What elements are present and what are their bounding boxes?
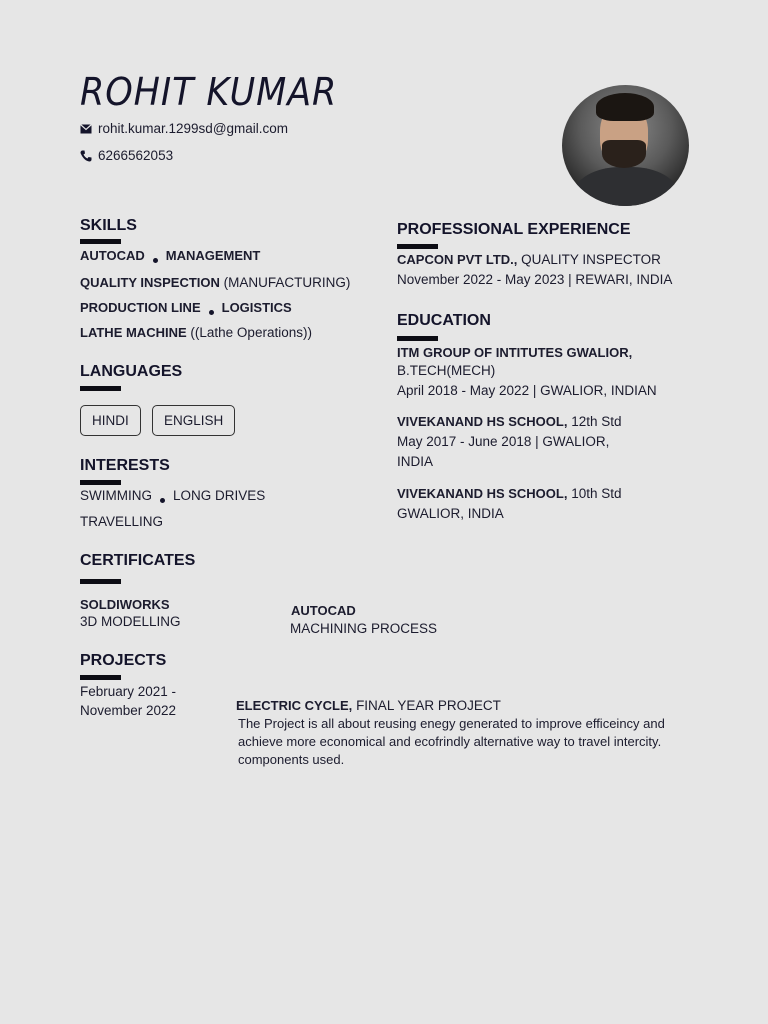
profile-photo — [562, 85, 689, 206]
skill-item: PRODUCTION LINE — [80, 300, 201, 315]
email-row — [80, 121, 288, 136]
skill-item: MANAGEMENT — [165, 248, 261, 263]
experience-divider — [397, 244, 438, 249]
project-title — [236, 699, 501, 714]
education-period: May 2017 - June 2018 | GWALIOR, — [397, 434, 610, 449]
skill-item: LOGISTICS — [221, 300, 292, 315]
certificate-name: AUTOCAD — [291, 603, 356, 618]
skill-item: QUALITY INSPECTION — [80, 275, 220, 290]
phone-icon — [80, 150, 92, 162]
skill-detail: ((Lathe Operations)) — [190, 325, 312, 340]
bullet-icon — [209, 310, 214, 315]
project-date-end: November 2022 — [80, 703, 177, 718]
skills-row-2 — [80, 276, 350, 291]
education-period: GWALIOR, INDIA — [397, 506, 504, 521]
education-entry-2 — [397, 415, 622, 430]
education-school: ITM GROUP OF INTITUTES GWALIOR, — [397, 345, 633, 360]
certificates-divider — [80, 579, 121, 584]
skills-row-1 — [80, 249, 260, 264]
candidate-name: ROHIT KUMAR — [80, 70, 338, 114]
experience-period: November 2022 - May 2023 | REWARI, INDIA — [397, 272, 673, 287]
languages-heading: LANGUAGES — [80, 363, 183, 380]
email-text[interactable]: rohit.kumar.1299sd@gmail.com — [98, 121, 289, 136]
job-role: QUALITY INSPECTOR — [521, 252, 661, 267]
envelope-icon — [80, 124, 92, 134]
experience-title — [397, 253, 661, 268]
interests-divider — [80, 480, 121, 485]
certificate-detail: MACHINING PROCESS — [290, 621, 438, 636]
education-degree: 12th Std — [571, 414, 622, 429]
project-type: FINAL YEAR PROJECT — [356, 698, 501, 713]
skill-detail: (MANUFACTURING) — [223, 275, 351, 290]
interests-row-1 — [80, 489, 265, 504]
education-period: April 2018 - May 2022 | GWALIOR, INDIAN — [397, 383, 657, 398]
education-heading: EDUCATION — [397, 312, 491, 329]
experience-heading: PROFESSIONAL EXPERIENCE — [397, 221, 631, 238]
certificates-heading: CERTIFICATES — [80, 552, 196, 569]
phone-row — [80, 148, 173, 163]
education-degree: B.TECH(MECH) — [397, 363, 496, 378]
project-desc-line-1: The Project is all about reusing enegy generated to improve efficeincy and — [238, 716, 665, 731]
education-divider — [397, 336, 438, 341]
bullet-icon — [160, 498, 165, 503]
project-name: ELECTRIC CYCLE, — [236, 698, 353, 713]
interests-heading: INTERESTS — [80, 457, 170, 474]
education-school: VIVEKANAND HS SCHOOL, — [397, 486, 568, 501]
skills-row-3 — [80, 301, 292, 316]
language-tag-english: ENGLISH — [152, 405, 235, 436]
languages-divider — [80, 386, 121, 391]
projects-divider — [80, 675, 121, 680]
education-entry-3 — [397, 487, 622, 502]
project-desc-line-2: achieve more economical and ecofrindly alternative way to travel intercity. — [238, 734, 662, 749]
phone-text[interactable]: 6266562053 — [98, 148, 174, 163]
education-degree: 10th Std — [571, 486, 622, 501]
skills-row-4 — [80, 326, 312, 341]
projects-heading: PROJECTS — [80, 652, 167, 669]
skill-item: LATHE MACHINE — [80, 325, 187, 340]
certificate-detail: 3D MODELLING — [80, 614, 181, 629]
project-date-start: February 2021 - — [80, 684, 177, 699]
language-tag-hindi: HINDI — [80, 405, 141, 436]
education-school: VIVEKANAND HS SCHOOL, — [397, 414, 568, 429]
interest-item: LONG DRIVES — [173, 488, 266, 503]
skills-heading: SKILLS — [80, 217, 137, 234]
certificate-name: SOLDIWORKS — [80, 597, 170, 612]
project-desc-line-3: components used. — [238, 752, 345, 767]
interest-item: SWIMMING — [80, 488, 152, 503]
interest-item: TRAVELLING — [80, 514, 164, 529]
company-name: CAPCON PVT LTD., — [397, 252, 518, 267]
education-period-cont: INDIA — [397, 454, 434, 469]
bullet-icon — [153, 258, 158, 263]
skill-item: AUTOCAD — [80, 248, 145, 263]
skills-divider — [80, 239, 121, 244]
